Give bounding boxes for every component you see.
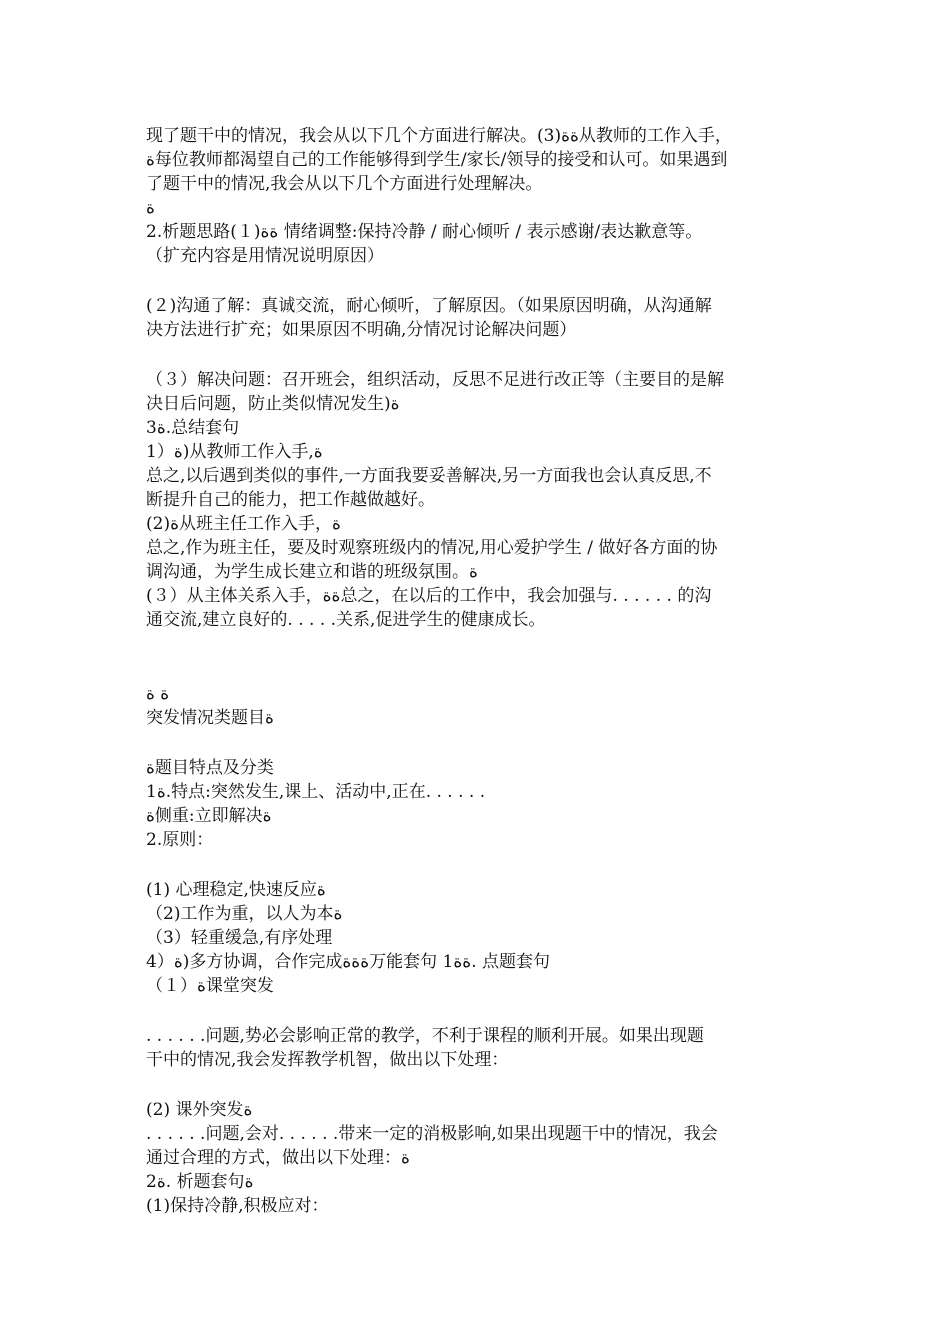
text-line: 现了题干中的情况，我会从以下几个方面进行解决。(3)ةة从教师的工作入手， [146,126,732,146]
text-line: （扩充内容是用情况说明原因） [146,246,384,266]
text-line: 1ة.特点:突然发生,课上、活动中,正在. . . . . . [146,782,486,802]
text-line: (2) 课外突发ة [146,1100,253,1120]
text-line: . . . . . .问题,势必会影响正常的教学，不利于课程的顺利开展。如果出现题 [146,1026,704,1046]
paragraph-gap [146,342,816,368]
paragraph-gap [146,1072,816,1098]
paragraph-gap [146,998,816,1024]
paragraph-gap [146,852,816,878]
section-heading: 3ة.总结套句 [146,418,240,438]
document-page [146,124,816,1218]
text-line: 通过合理的方式，做出以下处理：ة [146,1148,410,1168]
text-line: （３）解决问题：召开班会，组织活动，反思不足进行改正等（主要目的是解 [146,370,724,390]
text-line: . . . . . .问题,会对. . . . . .带来一定的消极影响,如果出现题干中的情况，我会 [146,1124,718,1144]
text-line: (1)保持冷静,积极应对： [146,1196,329,1216]
text-line: 通交流,建立良好的. . . . .关系,促进学生的健康成长。 [146,610,546,630]
paragraph-gap [146,632,816,682]
text-line: 决方法进行扩充；如果原因不明确,分情况讨论解决问题） [146,320,577,340]
text-line: ة ة [146,684,170,704]
text-line: ة每位教师都渴望自己的工作能够得到学生/家长/领导的接受和认可。如果遇到 [146,150,728,170]
text-line: 决日后问题，防止类似情况发生)ة [146,394,400,414]
section-heading: 2ة. 析题套句ة [146,1172,254,1192]
text-line: 断提升自己的能力，把工作越做越好。 [146,490,435,510]
section-title: 突发情况类题目ة [146,708,274,728]
text-line: (2)ة从班主任工作入手，ة [146,514,341,534]
text-line: 1）ة)从教师工作入手,ة [146,442,323,462]
text-line: ة [146,198,155,218]
section-heading: 2.原则： [146,830,214,850]
paragraph-gap [146,730,816,756]
paragraph-gap [146,268,816,294]
text-line: 总之,作为班主任，要及时观察班级内的情况,用心爱护学生 / 做好各方面的协 [146,538,718,558]
text-line: 了题干中的情况,我会从以下几个方面进行处理解决。 [146,174,543,194]
text-line: (２)沟通了解：真诚交流，耐心倾听，了解原因。（如果原因明确，从沟通解 [146,296,712,316]
list-item: （2)工作为重，以人为本ة [146,904,343,924]
text-line: （１）ة课堂突发 [146,976,274,996]
list-item: (1) 心理稳定,快速反应ة [146,880,326,900]
text-line: 总之,以后遇到类似的事件,一方面我要妥善解决,另一方面我也会认真反思,不 [146,466,712,486]
list-item: 4）ة)多方协调，合作完成ةةة万能套句 1ةة. 点题套句 [146,952,550,972]
text-line: 干中的情况,我会发挥教学机智，做出以下处理： [146,1050,509,1070]
section-heading: 2.析题思路ةة(１) 情绪调整:保持冷静 / 耐心倾听 / 表示感谢/表达歉意等。 [146,222,703,242]
list-item: （3）轻重缓急,有序处理 [146,928,333,948]
section-heading: ة题目特点及分类 [146,758,274,778]
text-line: ة侧重:立即解决ة [146,806,272,826]
text-line: 调沟通，为学生成长建立和谐的班级氛围。ة [146,562,478,582]
text-line: (３）从主体关系入手，ةة总之，在以后的工作中，我会加强与. . . . . . 的沟 [146,586,712,606]
